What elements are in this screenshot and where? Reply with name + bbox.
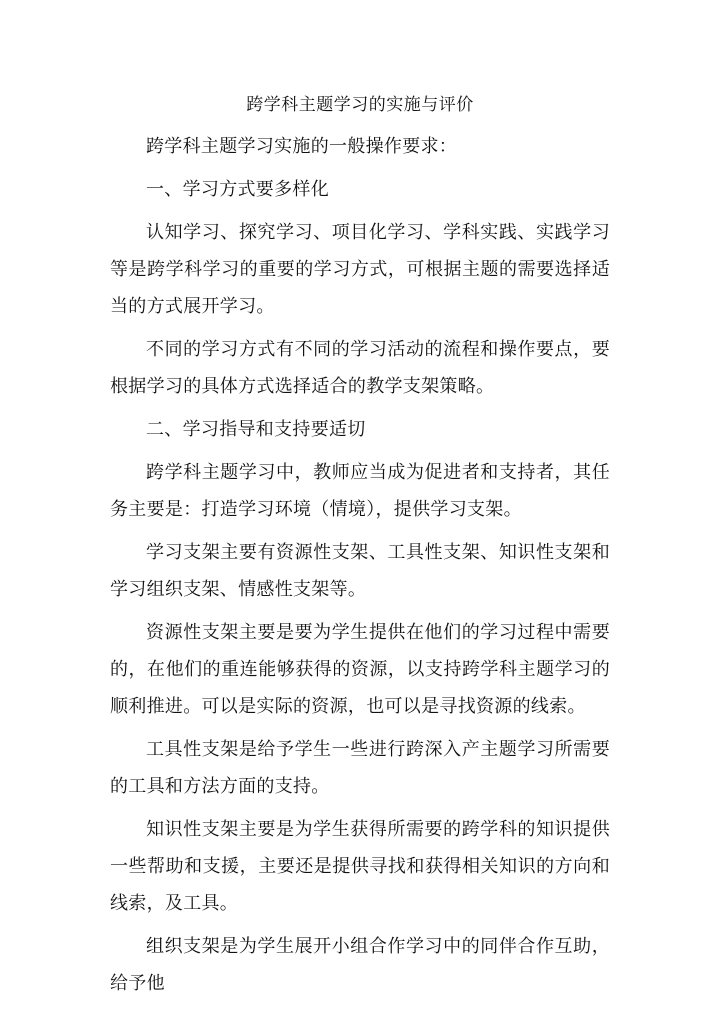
paragraph: 跨学科主题学习中，教师应当成为促进者和支持者，其任务主要是：打造学习环境（情境），提供学习支架。 — [110, 462, 610, 520]
document-body — [110, 128, 610, 1008]
section-heading-2: 二、学习指导和支持要适切 — [146, 419, 366, 440]
paragraph: 知识性支架主要是为学生获得所需要的跨学科的知识提供一些帮助和支援，主要还是提供寻找和获得相关知识的方向和线索，及工具。 — [110, 819, 610, 914]
paragraph: 认知学习、探究学习、项目化学习、学科实践、实践学习等是跨学科学习的重要的学习方式，可根据主题的需要选择适当的方式展开学习。 — [110, 222, 610, 317]
paragraph: 工具性支架是给予学生一些进行跨深入产主题学习所需要的工具和方法方面的支持。 — [110, 739, 610, 797]
paragraph-intro: 跨学科主题学习实施的一般操作要求： — [146, 136, 458, 157]
paragraph: 学习支架主要有资源性支架、工具性支架、知识性支架和学习组织支架、情感性支架等。 — [110, 542, 610, 600]
paragraph: 资源性支架主要是要为学生提供在他们的学习过程中需要的，在他们的重连能够获得的资源，以支持跨学科主题学习的顺利推进。可以是实际的资源，也可以是寻找资源的线索。 — [110, 622, 610, 717]
paragraph: 不同的学习方式有不同的学习活动的流程和操作要点，要根据学习的具体方式选择适合的教学支架策略。 — [110, 339, 610, 397]
section-heading-1: 一、学习方式要多样化 — [146, 179, 329, 200]
paragraph: 组织支架是为学生展开小组合作学习中的同伴合作互助，给予他 — [110, 936, 610, 994]
page-title: 跨学科主题学习的实施与评价 — [246, 95, 474, 115]
